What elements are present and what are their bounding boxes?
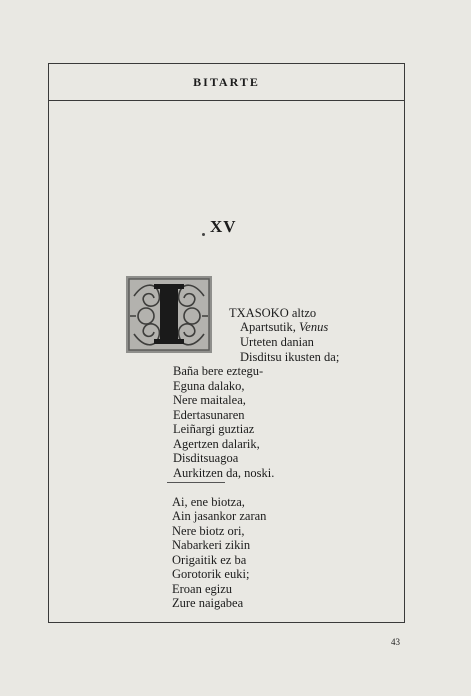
chapter-dot (202, 233, 205, 236)
running-header (49, 64, 404, 101)
poem-line: Origaitik ez ba (172, 553, 247, 567)
poem-line: Disditsu ikusten da; (240, 350, 340, 364)
poem-line: Disditsuagoa (173, 451, 239, 465)
poem-line: Eguna dalako, (173, 379, 245, 393)
header-title: BITARTE (193, 74, 260, 89)
poem-line: Nere maitalea, (173, 393, 246, 407)
poem-line: Apartsutik, Venus (240, 320, 329, 334)
poem-line: Zure naigabea (172, 596, 244, 610)
page-number: 43 (391, 637, 400, 647)
poem-line: Nabarkeri zikin (172, 538, 251, 552)
poem-line: Urteten danian (240, 335, 314, 349)
poem-line: Ain jasankor zaran (172, 509, 267, 523)
poem-line: Eroan egizu (172, 582, 233, 596)
poem-line: Nere biotz ori, (172, 524, 245, 538)
poem-line: Agertzen dalarik, (173, 437, 260, 451)
stanza-separator (167, 482, 225, 483)
chapter-number: XV (210, 217, 237, 236)
dropcap-letter: I (126, 276, 127, 277)
poem-line: Aurkitzen da, noski. (173, 466, 275, 480)
poem-line: Leiñargi guztiaz (173, 422, 255, 436)
poem-line: Edertasunaren (173, 408, 245, 422)
dropcap-ornament (126, 276, 212, 353)
poem-line: Baña bere eztegu- (173, 364, 264, 378)
poem-line: Gorotorik euki; (172, 567, 250, 581)
poem-line: Ai, ene biotza, (172, 495, 245, 509)
poem-line: TXASOKO altzo (229, 306, 317, 320)
